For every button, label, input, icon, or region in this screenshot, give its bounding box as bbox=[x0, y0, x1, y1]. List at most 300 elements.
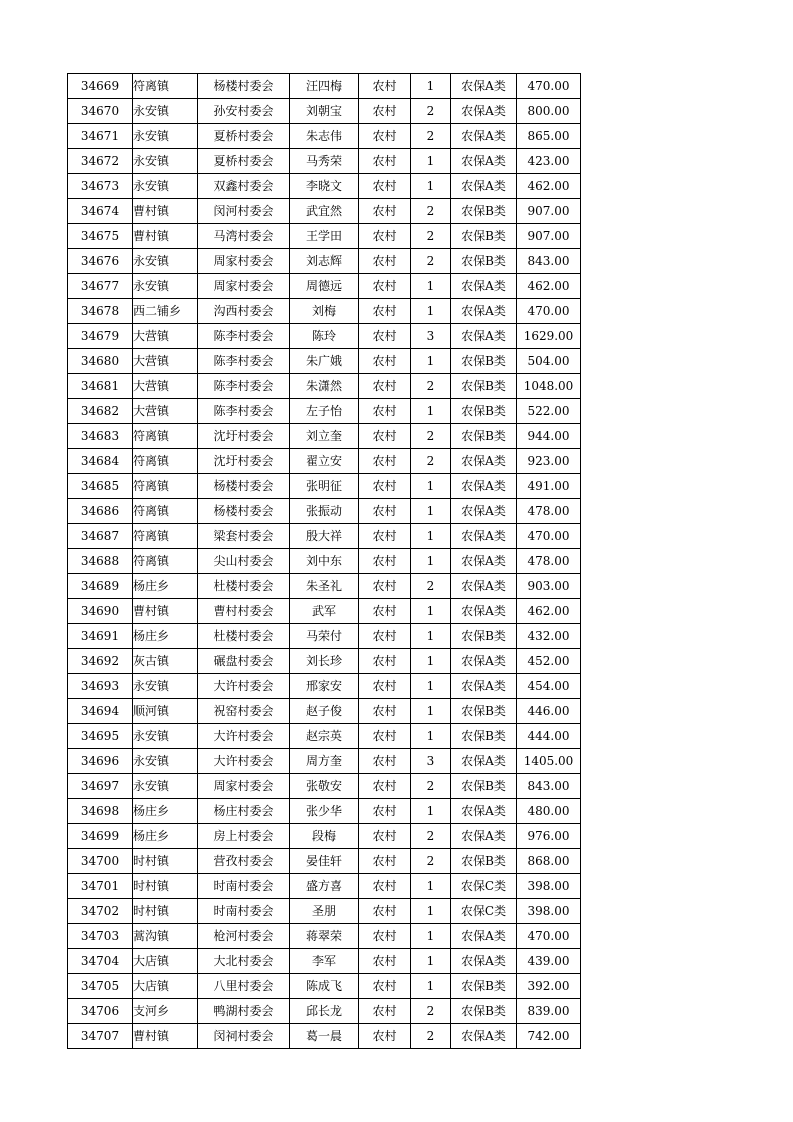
household-type-cell: 农村 bbox=[359, 724, 411, 749]
table-row bbox=[68, 874, 581, 899]
town-cell: 时村镇 bbox=[133, 874, 198, 899]
town-cell: 杨庄乡 bbox=[133, 824, 198, 849]
village-committee-cell: 杨楼村委会 bbox=[198, 74, 290, 99]
insurance-class-cell: 农保A类 bbox=[451, 924, 517, 949]
household-type-cell: 农村 bbox=[359, 899, 411, 924]
town-cell: 符离镇 bbox=[133, 499, 198, 524]
person-name-cell: 殷大祥 bbox=[290, 524, 359, 549]
insurance-class-cell: 农保B类 bbox=[451, 399, 517, 424]
village-committee-cell: 大许村委会 bbox=[198, 674, 290, 699]
amount-cell: 470.00 bbox=[517, 299, 581, 324]
household-type-cell: 农村 bbox=[359, 474, 411, 499]
person-count-cell: 1 bbox=[411, 399, 451, 424]
record-id-cell: 34684 bbox=[68, 449, 133, 474]
town-cell: 永安镇 bbox=[133, 774, 198, 799]
household-type-cell: 农村 bbox=[359, 949, 411, 974]
insurance-class-cell: 农保A类 bbox=[451, 174, 517, 199]
person-name-cell: 朱圣礼 bbox=[290, 574, 359, 599]
amount-cell: 868.00 bbox=[517, 849, 581, 874]
person-count-cell: 1 bbox=[411, 724, 451, 749]
person-name-cell: 邱长龙 bbox=[290, 999, 359, 1024]
town-cell: 永安镇 bbox=[133, 674, 198, 699]
insurance-class-cell: 农保B类 bbox=[451, 224, 517, 249]
person-count-cell: 1 bbox=[411, 349, 451, 374]
insurance-class-cell: 农保A类 bbox=[451, 474, 517, 499]
household-type-cell: 农村 bbox=[359, 399, 411, 424]
person-count-cell: 1 bbox=[411, 624, 451, 649]
person-name-cell: 周方奎 bbox=[290, 749, 359, 774]
household-type-cell: 农村 bbox=[359, 649, 411, 674]
household-type-cell: 农村 bbox=[359, 574, 411, 599]
household-type-cell: 农村 bbox=[359, 274, 411, 299]
table-row bbox=[68, 749, 581, 774]
record-id-cell: 34696 bbox=[68, 749, 133, 774]
amount-cell: 470.00 bbox=[517, 524, 581, 549]
person-count-cell: 1 bbox=[411, 174, 451, 199]
household-type-cell: 农村 bbox=[359, 324, 411, 349]
town-cell: 大营镇 bbox=[133, 399, 198, 424]
village-committee-cell: 碾盘村委会 bbox=[198, 649, 290, 674]
village-committee-cell: 夏桥村委会 bbox=[198, 124, 290, 149]
insurance-class-cell: 农保B类 bbox=[451, 999, 517, 1024]
amount-cell: 439.00 bbox=[517, 949, 581, 974]
town-cell: 符离镇 bbox=[133, 474, 198, 499]
record-id-cell: 34674 bbox=[68, 199, 133, 224]
person-count-cell: 1 bbox=[411, 274, 451, 299]
amount-cell: 800.00 bbox=[517, 99, 581, 124]
insurance-class-cell: 农保B类 bbox=[451, 624, 517, 649]
household-type-cell: 农村 bbox=[359, 174, 411, 199]
household-type-cell: 农村 bbox=[359, 824, 411, 849]
person-name-cell: 左子怡 bbox=[290, 399, 359, 424]
record-id-cell: 34701 bbox=[68, 874, 133, 899]
person-count-cell: 3 bbox=[411, 749, 451, 774]
town-cell: 杨庄乡 bbox=[133, 799, 198, 824]
person-name-cell: 王学田 bbox=[290, 224, 359, 249]
table-row bbox=[68, 74, 581, 99]
village-committee-cell: 营孜村委会 bbox=[198, 849, 290, 874]
town-cell: 永安镇 bbox=[133, 124, 198, 149]
town-cell: 时村镇 bbox=[133, 899, 198, 924]
table-row bbox=[68, 674, 581, 699]
record-id-cell: 34688 bbox=[68, 549, 133, 574]
village-committee-cell: 尖山村委会 bbox=[198, 549, 290, 574]
insurance-class-cell: 农保A类 bbox=[451, 499, 517, 524]
table-row bbox=[68, 1024, 581, 1049]
person-count-cell: 1 bbox=[411, 699, 451, 724]
village-committee-cell: 周家村委会 bbox=[198, 249, 290, 274]
person-name-cell: 刘立奎 bbox=[290, 424, 359, 449]
town-cell: 大营镇 bbox=[133, 349, 198, 374]
amount-cell: 903.00 bbox=[517, 574, 581, 599]
person-count-cell: 2 bbox=[411, 999, 451, 1024]
town-cell: 支河乡 bbox=[133, 999, 198, 1024]
table-row bbox=[68, 599, 581, 624]
town-cell: 杨庄乡 bbox=[133, 624, 198, 649]
amount-cell: 452.00 bbox=[517, 649, 581, 674]
person-name-cell: 李军 bbox=[290, 949, 359, 974]
household-type-cell: 农村 bbox=[359, 349, 411, 374]
person-count-cell: 1 bbox=[411, 549, 451, 574]
amount-cell: 462.00 bbox=[517, 599, 581, 624]
record-id-cell: 34695 bbox=[68, 724, 133, 749]
village-committee-cell: 鸭湖村委会 bbox=[198, 999, 290, 1024]
amount-cell: 907.00 bbox=[517, 199, 581, 224]
record-id-cell: 34700 bbox=[68, 849, 133, 874]
person-name-cell: 翟立安 bbox=[290, 449, 359, 474]
village-committee-cell: 大北村委会 bbox=[198, 949, 290, 974]
household-type-cell: 农村 bbox=[359, 924, 411, 949]
table-row bbox=[68, 549, 581, 574]
roster-table bbox=[67, 73, 581, 1049]
insurance-class-cell: 农保B类 bbox=[451, 424, 517, 449]
person-count-cell: 2 bbox=[411, 449, 451, 474]
town-cell: 大店镇 bbox=[133, 974, 198, 999]
household-type-cell: 农村 bbox=[359, 549, 411, 574]
town-cell: 顺河镇 bbox=[133, 699, 198, 724]
person-name-cell: 马荣付 bbox=[290, 624, 359, 649]
amount-cell: 843.00 bbox=[517, 249, 581, 274]
table-row bbox=[68, 974, 581, 999]
insurance-class-cell: 农保A类 bbox=[451, 574, 517, 599]
person-name-cell: 李晓文 bbox=[290, 174, 359, 199]
table-row bbox=[68, 574, 581, 599]
person-count-cell: 2 bbox=[411, 99, 451, 124]
amount-cell: 944.00 bbox=[517, 424, 581, 449]
household-type-cell: 农村 bbox=[359, 424, 411, 449]
person-name-cell: 周德远 bbox=[290, 274, 359, 299]
amount-cell: 432.00 bbox=[517, 624, 581, 649]
village-committee-cell: 梁套村委会 bbox=[198, 524, 290, 549]
person-count-cell: 1 bbox=[411, 874, 451, 899]
table-row bbox=[68, 149, 581, 174]
table-row bbox=[68, 824, 581, 849]
table-row bbox=[68, 249, 581, 274]
person-name-cell: 陈成飞 bbox=[290, 974, 359, 999]
town-cell: 灰古镇 bbox=[133, 649, 198, 674]
person-count-cell: 1 bbox=[411, 299, 451, 324]
amount-cell: 462.00 bbox=[517, 274, 581, 299]
person-count-cell: 1 bbox=[411, 974, 451, 999]
person-name-cell: 刘朝宝 bbox=[290, 99, 359, 124]
amount-cell: 480.00 bbox=[517, 799, 581, 824]
village-committee-cell: 八里村委会 bbox=[198, 974, 290, 999]
person-name-cell: 武军 bbox=[290, 599, 359, 624]
insurance-class-cell: 农保B类 bbox=[451, 374, 517, 399]
person-name-cell: 汪四梅 bbox=[290, 74, 359, 99]
household-type-cell: 农村 bbox=[359, 674, 411, 699]
town-cell: 符离镇 bbox=[133, 549, 198, 574]
amount-cell: 392.00 bbox=[517, 974, 581, 999]
person-count-cell: 2 bbox=[411, 124, 451, 149]
table-row bbox=[68, 349, 581, 374]
village-committee-cell: 陈李村委会 bbox=[198, 399, 290, 424]
village-committee-cell: 杜楼村委会 bbox=[198, 574, 290, 599]
person-name-cell: 邢家安 bbox=[290, 674, 359, 699]
town-cell: 符离镇 bbox=[133, 424, 198, 449]
village-committee-cell: 大许村委会 bbox=[198, 749, 290, 774]
record-id-cell: 34680 bbox=[68, 349, 133, 374]
person-name-cell: 晏佳轩 bbox=[290, 849, 359, 874]
person-name-cell: 刘志辉 bbox=[290, 249, 359, 274]
insurance-class-cell: 农保A类 bbox=[451, 149, 517, 174]
insurance-class-cell: 农保A类 bbox=[451, 99, 517, 124]
household-type-cell: 农村 bbox=[359, 149, 411, 174]
person-count-cell: 2 bbox=[411, 574, 451, 599]
amount-cell: 907.00 bbox=[517, 224, 581, 249]
insurance-class-cell: 农保A类 bbox=[451, 524, 517, 549]
amount-cell: 398.00 bbox=[517, 899, 581, 924]
person-name-cell: 武宜然 bbox=[290, 199, 359, 224]
person-count-cell: 1 bbox=[411, 74, 451, 99]
table-row bbox=[68, 699, 581, 724]
insurance-class-cell: 农保A类 bbox=[451, 74, 517, 99]
insurance-class-cell: 农保A类 bbox=[451, 299, 517, 324]
insurance-class-cell: 农保B类 bbox=[451, 974, 517, 999]
table-row bbox=[68, 299, 581, 324]
village-committee-cell: 时南村委会 bbox=[198, 874, 290, 899]
amount-cell: 1048.00 bbox=[517, 374, 581, 399]
record-id-cell: 34678 bbox=[68, 299, 133, 324]
table-row bbox=[68, 449, 581, 474]
person-name-cell: 朱志伟 bbox=[290, 124, 359, 149]
person-count-cell: 1 bbox=[411, 649, 451, 674]
amount-cell: 865.00 bbox=[517, 124, 581, 149]
table-row bbox=[68, 124, 581, 149]
household-type-cell: 农村 bbox=[359, 374, 411, 399]
household-type-cell: 农村 bbox=[359, 299, 411, 324]
table-row bbox=[68, 324, 581, 349]
person-count-cell: 1 bbox=[411, 674, 451, 699]
village-committee-cell: 曹村村委会 bbox=[198, 599, 290, 624]
town-cell: 永安镇 bbox=[133, 724, 198, 749]
insurance-class-cell: 农保C类 bbox=[451, 899, 517, 924]
record-id-cell: 34698 bbox=[68, 799, 133, 824]
town-cell: 符离镇 bbox=[133, 74, 198, 99]
village-committee-cell: 陈李村委会 bbox=[198, 324, 290, 349]
town-cell: 永安镇 bbox=[133, 249, 198, 274]
table-row bbox=[68, 374, 581, 399]
village-committee-cell: 陈李村委会 bbox=[198, 349, 290, 374]
amount-cell: 462.00 bbox=[517, 174, 581, 199]
record-id-cell: 34670 bbox=[68, 99, 133, 124]
person-count-cell: 3 bbox=[411, 324, 451, 349]
household-type-cell: 农村 bbox=[359, 99, 411, 124]
town-cell: 大营镇 bbox=[133, 374, 198, 399]
amount-cell: 504.00 bbox=[517, 349, 581, 374]
record-id-cell: 34702 bbox=[68, 899, 133, 924]
village-committee-cell: 双鑫村委会 bbox=[198, 174, 290, 199]
table-row bbox=[68, 849, 581, 874]
amount-cell: 398.00 bbox=[517, 874, 581, 899]
table-row bbox=[68, 424, 581, 449]
amount-cell: 1629.00 bbox=[517, 324, 581, 349]
record-id-cell: 34699 bbox=[68, 824, 133, 849]
record-id-cell: 34687 bbox=[68, 524, 133, 549]
table-row bbox=[68, 924, 581, 949]
person-count-cell: 1 bbox=[411, 499, 451, 524]
person-count-cell: 2 bbox=[411, 824, 451, 849]
person-count-cell: 1 bbox=[411, 799, 451, 824]
person-count-cell: 1 bbox=[411, 949, 451, 974]
household-type-cell: 农村 bbox=[359, 74, 411, 99]
household-type-cell: 农村 bbox=[359, 849, 411, 874]
table-row bbox=[68, 524, 581, 549]
insurance-class-cell: 农保B类 bbox=[451, 849, 517, 874]
household-type-cell: 农村 bbox=[359, 449, 411, 474]
amount-cell: 923.00 bbox=[517, 449, 581, 474]
amount-cell: 742.00 bbox=[517, 1024, 581, 1049]
record-id-cell: 34704 bbox=[68, 949, 133, 974]
table-row bbox=[68, 224, 581, 249]
insurance-class-cell: 农保A类 bbox=[451, 824, 517, 849]
table-row bbox=[68, 474, 581, 499]
village-committee-cell: 陈李村委会 bbox=[198, 374, 290, 399]
table-row bbox=[68, 724, 581, 749]
town-cell: 永安镇 bbox=[133, 99, 198, 124]
village-committee-cell: 杜楼村委会 bbox=[198, 624, 290, 649]
amount-cell: 470.00 bbox=[517, 924, 581, 949]
village-committee-cell: 闵祠村委会 bbox=[198, 1024, 290, 1049]
village-committee-cell: 夏桥村委会 bbox=[198, 149, 290, 174]
amount-cell: 839.00 bbox=[517, 999, 581, 1024]
roster-body bbox=[68, 74, 581, 1049]
person-name-cell: 张明征 bbox=[290, 474, 359, 499]
village-committee-cell: 沈圩村委会 bbox=[198, 449, 290, 474]
insurance-class-cell: 农保A类 bbox=[451, 749, 517, 774]
person-count-cell: 2 bbox=[411, 849, 451, 874]
person-name-cell: 圣朋 bbox=[290, 899, 359, 924]
insurance-class-cell: 农保A类 bbox=[451, 649, 517, 674]
village-committee-cell: 大许村委会 bbox=[198, 724, 290, 749]
person-count-cell: 2 bbox=[411, 774, 451, 799]
record-id-cell: 34682 bbox=[68, 399, 133, 424]
insurance-class-cell: 农保A类 bbox=[451, 274, 517, 299]
town-cell: 永安镇 bbox=[133, 149, 198, 174]
village-committee-cell: 闵河村委会 bbox=[198, 199, 290, 224]
amount-cell: 444.00 bbox=[517, 724, 581, 749]
table-row bbox=[68, 949, 581, 974]
household-type-cell: 农村 bbox=[359, 774, 411, 799]
record-id-cell: 34707 bbox=[68, 1024, 133, 1049]
record-id-cell: 34683 bbox=[68, 424, 133, 449]
amount-cell: 446.00 bbox=[517, 699, 581, 724]
insurance-class-cell: 农保A类 bbox=[451, 324, 517, 349]
insurance-class-cell: 农保B类 bbox=[451, 249, 517, 274]
village-committee-cell: 沟西村委会 bbox=[198, 299, 290, 324]
person-count-cell: 1 bbox=[411, 924, 451, 949]
household-type-cell: 农村 bbox=[359, 499, 411, 524]
record-id-cell: 34671 bbox=[68, 124, 133, 149]
village-committee-cell: 房上村委会 bbox=[198, 824, 290, 849]
household-type-cell: 农村 bbox=[359, 249, 411, 274]
village-committee-cell: 杨楼村委会 bbox=[198, 499, 290, 524]
record-id-cell: 34672 bbox=[68, 149, 133, 174]
person-count-cell: 1 bbox=[411, 524, 451, 549]
amount-cell: 976.00 bbox=[517, 824, 581, 849]
household-type-cell: 农村 bbox=[359, 599, 411, 624]
record-id-cell: 34681 bbox=[68, 374, 133, 399]
person-name-cell: 张振动 bbox=[290, 499, 359, 524]
household-type-cell: 农村 bbox=[359, 874, 411, 899]
table-row bbox=[68, 274, 581, 299]
town-cell: 西二铺乡 bbox=[133, 299, 198, 324]
record-id-cell: 34669 bbox=[68, 74, 133, 99]
record-id-cell: 34705 bbox=[68, 974, 133, 999]
table-row bbox=[68, 624, 581, 649]
table-row bbox=[68, 899, 581, 924]
town-cell: 时村镇 bbox=[133, 849, 198, 874]
person-name-cell: 葛一晨 bbox=[290, 1024, 359, 1049]
person-name-cell: 张敬安 bbox=[290, 774, 359, 799]
town-cell: 永安镇 bbox=[133, 174, 198, 199]
record-id-cell: 34685 bbox=[68, 474, 133, 499]
person-name-cell: 张少华 bbox=[290, 799, 359, 824]
town-cell: 符离镇 bbox=[133, 524, 198, 549]
person-count-cell: 2 bbox=[411, 374, 451, 399]
person-name-cell: 蒋翠荣 bbox=[290, 924, 359, 949]
insurance-class-cell: 农保B类 bbox=[451, 349, 517, 374]
record-id-cell: 34686 bbox=[68, 499, 133, 524]
record-id-cell: 34693 bbox=[68, 674, 133, 699]
insurance-class-cell: 农保B类 bbox=[451, 774, 517, 799]
record-id-cell: 34677 bbox=[68, 274, 133, 299]
village-committee-cell: 孙安村委会 bbox=[198, 99, 290, 124]
insurance-class-cell: 农保A类 bbox=[451, 599, 517, 624]
town-cell: 杨庄乡 bbox=[133, 574, 198, 599]
household-type-cell: 农村 bbox=[359, 799, 411, 824]
village-committee-cell: 祝窑村委会 bbox=[198, 699, 290, 724]
town-cell: 曹村镇 bbox=[133, 1024, 198, 1049]
insurance-class-cell: 农保A类 bbox=[451, 124, 517, 149]
insurance-class-cell: 农保B类 bbox=[451, 699, 517, 724]
table-row bbox=[68, 499, 581, 524]
record-id-cell: 34692 bbox=[68, 649, 133, 674]
household-type-cell: 农村 bbox=[359, 1024, 411, 1049]
town-cell: 蒿沟镇 bbox=[133, 924, 198, 949]
village-committee-cell: 杨庄村委会 bbox=[198, 799, 290, 824]
insurance-class-cell: 农保A类 bbox=[451, 799, 517, 824]
town-cell: 永安镇 bbox=[133, 749, 198, 774]
record-id-cell: 34691 bbox=[68, 624, 133, 649]
village-committee-cell: 马湾村委会 bbox=[198, 224, 290, 249]
amount-cell: 470.00 bbox=[517, 74, 581, 99]
insurance-class-cell: 农保A类 bbox=[451, 1024, 517, 1049]
person-count-cell: 1 bbox=[411, 149, 451, 174]
amount-cell: 478.00 bbox=[517, 549, 581, 574]
table-row bbox=[68, 99, 581, 124]
village-committee-cell: 周家村委会 bbox=[198, 274, 290, 299]
amount-cell: 454.00 bbox=[517, 674, 581, 699]
insurance-class-cell: 农保C类 bbox=[451, 874, 517, 899]
record-id-cell: 34690 bbox=[68, 599, 133, 624]
record-id-cell: 34694 bbox=[68, 699, 133, 724]
table-row bbox=[68, 999, 581, 1024]
household-type-cell: 农村 bbox=[359, 699, 411, 724]
person-name-cell: 赵子俊 bbox=[290, 699, 359, 724]
village-committee-cell: 周家村委会 bbox=[198, 774, 290, 799]
amount-cell: 843.00 bbox=[517, 774, 581, 799]
town-cell: 大店镇 bbox=[133, 949, 198, 974]
village-committee-cell: 时南村委会 bbox=[198, 899, 290, 924]
village-committee-cell: 枪河村委会 bbox=[198, 924, 290, 949]
town-cell: 永安镇 bbox=[133, 274, 198, 299]
person-count-cell: 1 bbox=[411, 474, 451, 499]
amount-cell: 423.00 bbox=[517, 149, 581, 174]
amount-cell: 522.00 bbox=[517, 399, 581, 424]
household-type-cell: 农村 bbox=[359, 224, 411, 249]
person-name-cell: 刘长珍 bbox=[290, 649, 359, 674]
